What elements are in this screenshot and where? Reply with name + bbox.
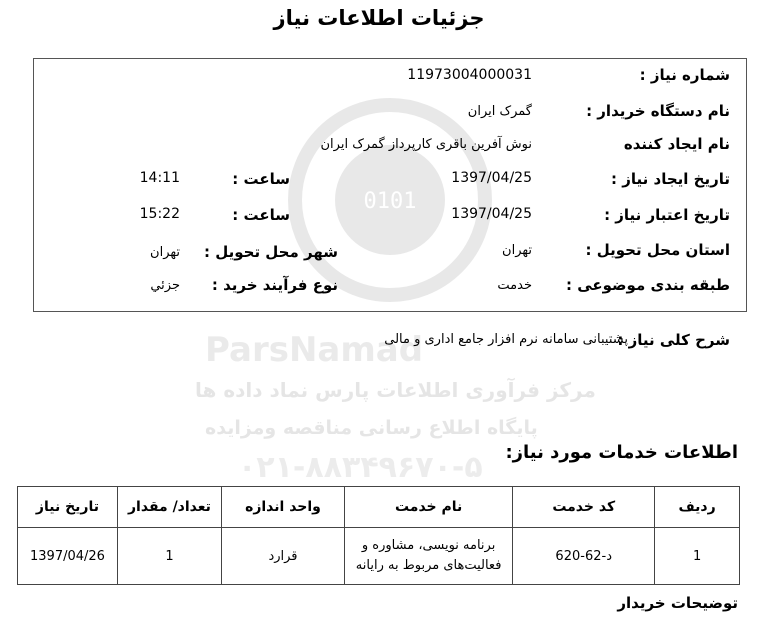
header-need-date: تاریخ نیاز: [18, 487, 118, 528]
header-unit: واحد اندازه: [221, 487, 344, 528]
cell-row-number: 1: [655, 528, 740, 585]
watermark-line1: مرکز فرآوری اطلاعات پارس نماد داده ها: [195, 378, 596, 402]
cell-need-date: 1397/04/26: [18, 528, 118, 585]
description-value: پشتیبانی سامانه نرم افزار جامع اداری و مالی: [384, 332, 628, 347]
header-service-name: نام خدمت: [345, 487, 513, 528]
services-table: [17, 486, 740, 585]
created-time-value: 14:11: [139, 170, 180, 186]
creator-label: نام ایجاد کننده: [623, 135, 730, 153]
validity-date-label: تاریخ اعتبار نیاز :: [604, 206, 730, 224]
buyer-value: گمرک ایران: [467, 104, 532, 119]
cell-unit: قرارد: [221, 528, 344, 585]
description-label: شرح کلی نیاز :: [617, 331, 730, 349]
created-time-label: ساعت :: [232, 170, 290, 188]
city-value: تهران: [150, 245, 180, 260]
validity-time-value: 15:22: [139, 206, 180, 222]
category-value: خدمت: [497, 278, 532, 293]
cell-service-name: برنامه نویسی، مشاوره و فعالیت‌های مربوط به رایانه: [345, 528, 513, 585]
buyer-label: نام دستگاه خریدار :: [586, 102, 730, 120]
created-date-value: 1397/04/25: [451, 170, 532, 186]
category-label: طبقه بندی موضوعی :: [566, 276, 730, 294]
process-label: نوع فرآیند خرید :: [211, 276, 338, 294]
cell-service-code: د-62-620: [513, 528, 655, 585]
city-label: شهر محل تحویل :: [203, 243, 338, 261]
svg-text:0101: 0101: [363, 189, 417, 214]
page-title: جزئیات اطلاعات نیاز: [273, 6, 485, 30]
services-section-title: اطلاعات خدمات مورد نیاز:: [505, 442, 738, 463]
watermark-phone: ۰۲۱-۸۸۳۴۹۶۷۰-۵: [238, 450, 483, 485]
services-table-header: [18, 487, 740, 528]
header-service-code: کد خدمت: [513, 487, 655, 528]
watermark-brand: ParsNamad: [205, 330, 424, 370]
process-value: جزئي: [150, 278, 180, 293]
need-number-label: شماره نیاز :: [639, 66, 730, 84]
need-number-value: 11973004000031: [407, 67, 532, 83]
buyer-notes-label: توضیحات خریدار: [617, 594, 738, 612]
province-value: تهران: [502, 243, 532, 258]
cell-quantity: 1: [117, 528, 221, 585]
header-row-number: ردیف: [655, 487, 740, 528]
creator-value: نوش آفرین باقری کارپرداز گمرک ایران: [320, 137, 532, 152]
validity-date-value: 1397/04/25: [451, 206, 532, 222]
watermark-line2: پایگاه اطلاع رسانی مناقصه ومزایده: [205, 417, 538, 439]
created-date-label: تاریخ ایجاد نیاز :: [611, 170, 730, 188]
province-label: استان محل تحویل :: [585, 241, 730, 259]
validity-time-label: ساعت :: [232, 206, 290, 224]
header-quantity: تعداد/ مقدار: [117, 487, 221, 528]
table-row: [18, 528, 740, 585]
